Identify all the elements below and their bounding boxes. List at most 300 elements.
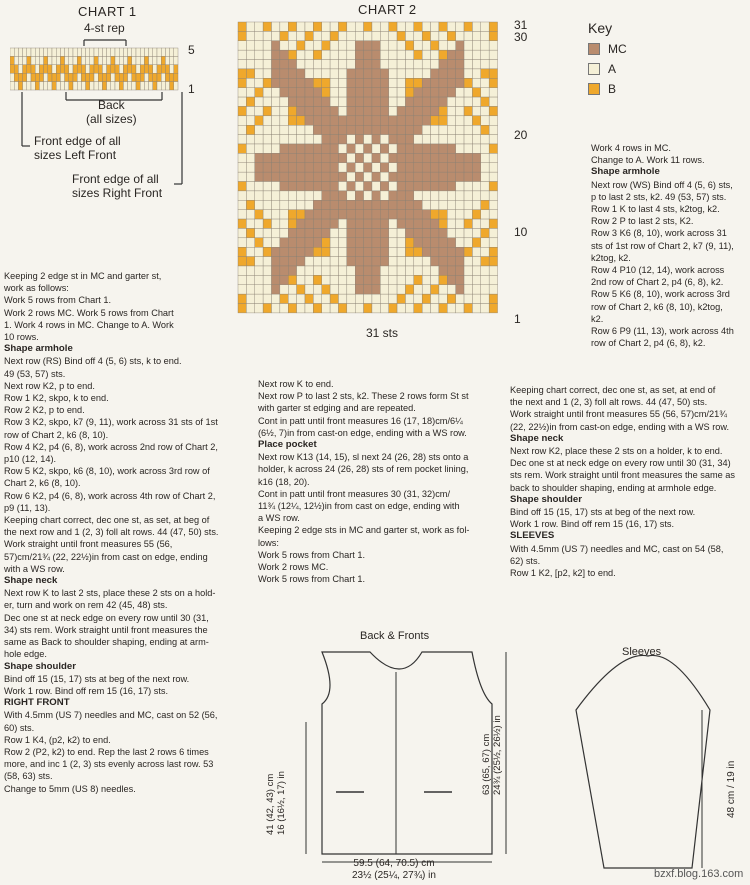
- key-item-mc: MC: [588, 42, 627, 56]
- chart2-cell: [422, 116, 430, 125]
- chart2-cell: [456, 153, 464, 162]
- chart2-cell: [322, 22, 330, 31]
- chart2-cell: [238, 219, 246, 228]
- chart2-cell: [288, 106, 296, 115]
- chart1-cell: [136, 82, 140, 90]
- chart2-cell: [380, 22, 388, 31]
- chart2-cell: [364, 285, 372, 294]
- left-intro-line: Work 2 rows MC. Work 5 rows from Chart: [4, 307, 174, 318]
- chart2-cell: [271, 275, 279, 284]
- chart2-cell: [405, 247, 413, 256]
- chart1-cell: [27, 48, 31, 56]
- chart2-cell: [330, 153, 338, 162]
- chart2-cell: [380, 247, 388, 256]
- chart1-cell: [39, 82, 43, 90]
- chart2-cell: [414, 172, 422, 181]
- chart2-cell: [405, 228, 413, 237]
- chart2-cell: [447, 266, 455, 275]
- chart2-cell: [405, 135, 413, 144]
- chart2-cell: [447, 210, 455, 219]
- chart2-cell: [380, 172, 388, 181]
- chart2-cell: [313, 69, 321, 78]
- chart2-cell: [280, 219, 288, 228]
- chart2-cell: [347, 31, 355, 40]
- chart2-cell: [322, 69, 330, 78]
- chart2-cell: [447, 200, 455, 209]
- chart1-cell: [23, 48, 27, 56]
- right-text-line: Change to A. Work 11 rows.: [591, 155, 705, 166]
- chart2-cell: [322, 135, 330, 144]
- chart2-cell: [489, 50, 497, 59]
- chart2-cell: [280, 304, 288, 313]
- chart1-cell: [144, 73, 148, 81]
- mid-pocket-line: Next row K13 (14, 15), sl next 24 (26, 28) sts onto a: [258, 452, 469, 463]
- chart2-cell: [372, 41, 380, 50]
- chart1-cell: [35, 56, 39, 64]
- chart2-cell: [481, 257, 489, 266]
- chart1-cell: [35, 73, 39, 81]
- right-armhole-line: Next row (WS) Bind off 4 (5, 6) sts,: [591, 179, 733, 190]
- chart2-cell: [338, 97, 346, 106]
- chart1-cell: [52, 73, 56, 81]
- chart1-cell: [81, 73, 85, 81]
- chart2-cell: [238, 210, 246, 219]
- right-sleeves-line: Row 1 K2, [p2, k2] to end.: [510, 568, 616, 579]
- chart2-cell: [355, 88, 363, 97]
- chart1-cell: [157, 65, 161, 73]
- chart2-cell: [456, 210, 464, 219]
- chart2-cell: [305, 78, 313, 87]
- chart1-cell: [153, 73, 157, 81]
- chart1-cell: [123, 82, 127, 90]
- chart2-cell: [271, 144, 279, 153]
- chart2-cell: [364, 88, 372, 97]
- chart2-cell: [347, 191, 355, 200]
- chart2-cell: [238, 144, 246, 153]
- chart2-cell: [305, 41, 313, 50]
- chart2-cell: [280, 135, 288, 144]
- chart2-cell: [330, 60, 338, 69]
- chart2-cell: [255, 285, 263, 294]
- chart2-cell: [481, 200, 489, 209]
- chart2-cell: [439, 210, 447, 219]
- chart2-cell: [246, 200, 254, 209]
- chart2-cell: [355, 219, 363, 228]
- chart2-cell: [246, 144, 254, 153]
- chart2-cell: [372, 304, 380, 313]
- chart2-cell: [472, 210, 480, 219]
- chart2-cell: [414, 304, 422, 313]
- left-intro-line: Work 5 rows from Chart 1.: [4, 295, 112, 306]
- chart2-cell: [338, 275, 346, 284]
- chart2-cell: [255, 50, 263, 59]
- chart2-cell: [238, 228, 246, 237]
- left-column-text: [4, 270, 252, 795]
- chart2-cell: [489, 294, 497, 303]
- chart2-cell: [380, 275, 388, 284]
- chart1-cell: [14, 65, 18, 73]
- chart2-cell: [330, 163, 338, 172]
- left-right-front-line: Row 2 (P2, k2) to end. Rep the last 2 rows 6 times: [4, 746, 209, 757]
- chart1-cell: [56, 48, 60, 56]
- chart2-cell: [414, 257, 422, 266]
- chart2-cell: [422, 182, 430, 191]
- chart2-cell: [481, 210, 489, 219]
- chart2-cell: [280, 116, 288, 125]
- left-intro-line: work as follows:: [4, 283, 69, 294]
- chart2-cell: [372, 144, 380, 153]
- left-neck-line: same as Back to shoulder shaping, ending at arm-: [4, 637, 209, 648]
- chart2-cell: [489, 247, 497, 256]
- chart2-cell: [338, 172, 346, 181]
- chart2-cell: [456, 78, 464, 87]
- chart2-cell: [405, 50, 413, 59]
- chart1-cell: [132, 73, 136, 81]
- mid-pocket-line: Cont in patt until front measures 30 (31, 32)cm/: [258, 488, 451, 499]
- chart2-cell: [364, 247, 372, 256]
- chart2-cell: [372, 116, 380, 125]
- chart1-cell: [98, 82, 102, 90]
- chart1-cell: [90, 65, 94, 73]
- chart2-cell: [288, 172, 296, 181]
- chart2-cell: [246, 88, 254, 97]
- chart2-cell: [489, 153, 497, 162]
- chart2-grid: [238, 22, 498, 313]
- left-armhole-line: Row 3 K2, skpo, k7 (9, 11), work across 31 sts of 1st: [4, 417, 218, 428]
- chart2-cell: [422, 285, 430, 294]
- chart2-cell: [347, 210, 355, 219]
- chart2-cell: [330, 304, 338, 313]
- chart2-cell: [481, 97, 489, 106]
- chart2-cell: [380, 69, 388, 78]
- chart1-cell: [18, 82, 22, 90]
- chart2-cell: [313, 294, 321, 303]
- chart2-cell: [305, 97, 313, 106]
- chart2-cell: [280, 153, 288, 162]
- chart2-cell: [338, 285, 346, 294]
- chart2-cell: [405, 210, 413, 219]
- chart2-cell: [372, 60, 380, 69]
- chart2-cell: [380, 50, 388, 59]
- chart1-cell: [107, 56, 111, 64]
- chart2-cell: [313, 88, 321, 97]
- chart1-cell: [90, 82, 94, 90]
- chart2-cell: [263, 97, 271, 106]
- chart2-cell: [447, 88, 455, 97]
- chart2-cell: [372, 228, 380, 237]
- mid-pocket-line: 11¾ (12¼, 12½)in from cast on edge, ending with: [258, 501, 460, 512]
- chart2-cell: [431, 163, 439, 172]
- chart2-cell: [447, 106, 455, 115]
- chart2-cell: [464, 219, 472, 228]
- chart2-cell: [405, 191, 413, 200]
- chart2-cell: [255, 60, 263, 69]
- chart2-cell: [355, 163, 363, 172]
- chart2-cell: [439, 275, 447, 284]
- chart2-cell: [330, 41, 338, 50]
- chart2-cell: [489, 116, 497, 125]
- right-armhole-line: Row 6 P9 (11, 13), work across 4th: [591, 326, 734, 337]
- chart2-cell: [447, 257, 455, 266]
- chart2-cell: [364, 294, 372, 303]
- left-armhole-line: p9 (11, 13).: [4, 502, 51, 513]
- chart1-cell: [174, 48, 178, 56]
- chart2-cell: [414, 219, 422, 228]
- chart2-cell: [288, 69, 296, 78]
- chart2-cell: [330, 69, 338, 78]
- chart2-cell: [405, 304, 413, 313]
- chart2-cell: [322, 200, 330, 209]
- chart2-cell: [305, 172, 313, 181]
- chart2-cell: [447, 247, 455, 256]
- chart1-cell: [27, 65, 31, 73]
- chart2-cell: [364, 257, 372, 266]
- chart1-cell: [119, 73, 123, 81]
- chart1-cell: [149, 56, 153, 64]
- chart2-cell: [297, 275, 305, 284]
- chart1-cell: [140, 48, 144, 56]
- chart2-cell: [322, 191, 330, 200]
- chart1-cell: [123, 73, 127, 81]
- chart2-cell: [246, 31, 254, 40]
- chart2-cell: [246, 60, 254, 69]
- chart2-cell: [355, 116, 363, 125]
- chart1-cell: [10, 48, 14, 56]
- chart2-cell: [322, 125, 330, 134]
- chart2-cell: [372, 275, 380, 284]
- chart2-cell: [456, 144, 464, 153]
- chart2-cell: [472, 172, 480, 181]
- chart2-cell: [305, 125, 313, 134]
- chart2-cell: [481, 50, 489, 59]
- chart2-cell: [464, 182, 472, 191]
- chart2-cell: [489, 257, 497, 266]
- chart1-cell: [153, 56, 157, 64]
- chart2-cell: [456, 69, 464, 78]
- chart2-cell: [389, 78, 397, 87]
- chart1-cell: [10, 65, 14, 73]
- chart2-cell: [414, 31, 422, 40]
- chart2-cell: [439, 69, 447, 78]
- chart2-cell: [313, 228, 321, 237]
- chart2-cell: [464, 285, 472, 294]
- chart2-cell: [263, 144, 271, 153]
- chart2-cell: [489, 144, 497, 153]
- chart2-cell: [338, 22, 346, 31]
- chart2-cell: [364, 304, 372, 313]
- chart2-cell: [355, 125, 363, 134]
- right-chart-line: the next and 1 (2, 3) foll alt rows. 44 (47, 50) sts.: [510, 397, 708, 408]
- chart2-cell: [355, 228, 363, 237]
- chart1-cell: [48, 82, 52, 90]
- chart2-cell: [414, 266, 422, 275]
- chart1-cell: [170, 56, 174, 64]
- chart2-cell: [447, 219, 455, 228]
- chart2-cell: [372, 125, 380, 134]
- chart2-cell: [481, 275, 489, 284]
- chart2-cell: [456, 97, 464, 106]
- chart2-cell: [297, 88, 305, 97]
- chart1-cell: [102, 48, 106, 56]
- chart2-cell: [347, 285, 355, 294]
- chart2-cell: [322, 172, 330, 181]
- chart1-cell: [31, 82, 35, 90]
- chart2-cell: [414, 116, 422, 125]
- chart2-cell: [288, 275, 296, 284]
- chart2-cell: [347, 97, 355, 106]
- chart2-cell: [271, 153, 279, 162]
- chart1-cell: [35, 82, 39, 90]
- chart2-cell: [238, 78, 246, 87]
- chart2-cell: [338, 125, 346, 134]
- chart2-cell: [338, 191, 346, 200]
- chart2-cell: [439, 153, 447, 162]
- chart2-cell: [271, 125, 279, 134]
- chart2-cell: [263, 257, 271, 266]
- chart2-cell: [389, 50, 397, 59]
- chart2-cell: [271, 304, 279, 313]
- chart1-cell: [165, 82, 169, 90]
- chart2-cell: [464, 106, 472, 115]
- chart1-cell: [48, 73, 52, 81]
- chart1-row-1: 1: [188, 82, 195, 96]
- chart2-cell: [297, 153, 305, 162]
- chart2-cell: [439, 116, 447, 125]
- chart2-cell: [389, 266, 397, 275]
- chart2-cell: [305, 200, 313, 209]
- chart2-cell: [288, 50, 296, 59]
- chart2-cell: [271, 69, 279, 78]
- chart2-cell: [322, 163, 330, 172]
- chart1-cell: [18, 48, 22, 56]
- chart2-cell: [481, 116, 489, 125]
- chart2-cell: [456, 172, 464, 181]
- chart2-cell: [397, 153, 405, 162]
- chart2-cell: [439, 60, 447, 69]
- chart2-cell: [422, 257, 430, 266]
- chart2-cell: [305, 153, 313, 162]
- chart1-cell: [73, 73, 77, 81]
- chart2-cell: [355, 294, 363, 303]
- chart2-cell: [380, 238, 388, 247]
- a-swatch: [588, 63, 600, 75]
- chart1-cell: [60, 56, 64, 64]
- chart2-cell: [313, 257, 321, 266]
- chart2-cell: [255, 22, 263, 31]
- chart2-cell: [313, 304, 321, 313]
- chart1-cell: [65, 73, 69, 81]
- chart1-cell: [115, 48, 119, 56]
- chart2-cell: [288, 153, 296, 162]
- heading-place-pocket: Place pocket: [258, 439, 317, 451]
- chart2-cell: [489, 304, 497, 313]
- chart1-cell: [111, 73, 115, 81]
- chart2-cell: [489, 172, 497, 181]
- chart2-cell: [372, 247, 380, 256]
- left-neck-line: er, turn and work on rem 42 (45, 48) sts.: [4, 600, 168, 611]
- chart2-cell: [330, 191, 338, 200]
- chart2-cell: [305, 31, 313, 40]
- chart1-cell: [73, 48, 77, 56]
- chart2-cell: [489, 31, 497, 40]
- heading-shape-shoulder-right: Shape shoulder: [510, 493, 582, 505]
- chart2-cell: [280, 247, 288, 256]
- chart2-cell: [322, 116, 330, 125]
- chart1-rep-label: 4-st rep: [84, 21, 125, 35]
- chart1-cell: [39, 48, 43, 56]
- chart1-cell: [73, 82, 77, 90]
- chart2-cell: [271, 50, 279, 59]
- chart2-cell: [280, 50, 288, 59]
- chart2-cell: [456, 200, 464, 209]
- chart1-cell: [18, 65, 22, 73]
- chart2-cell: [380, 135, 388, 144]
- chart2-cell: [405, 294, 413, 303]
- chart2-cell: [405, 116, 413, 125]
- chart2-cell: [246, 78, 254, 87]
- chart2-cell: [263, 135, 271, 144]
- chart2-cell: [422, 266, 430, 275]
- chart1-cell: [18, 73, 22, 81]
- chart2-cell: [305, 60, 313, 69]
- chart2-cell: [297, 69, 305, 78]
- chart2-cell: [422, 106, 430, 115]
- chart1-cell: [52, 56, 56, 64]
- chart2-cell: [414, 78, 422, 87]
- chart2-cell: [439, 50, 447, 59]
- chart1-cell: [31, 56, 35, 64]
- chart1-cell: [149, 82, 153, 90]
- chart2-cell: [447, 238, 455, 247]
- chart2-cell: [313, 50, 321, 59]
- chart2-cell: [280, 97, 288, 106]
- chart2-cell: [464, 294, 472, 303]
- key-item-a: A: [588, 62, 627, 76]
- chart2-cell: [439, 294, 447, 303]
- chart1-cell: [31, 48, 35, 56]
- chart2-cell: [439, 41, 447, 50]
- chart1-cell: [132, 65, 136, 73]
- chart2-cell: [414, 210, 422, 219]
- chart2-cell: [464, 60, 472, 69]
- chart2-cell: [280, 60, 288, 69]
- chart2-cell: [338, 106, 346, 115]
- chart2-cell: [280, 69, 288, 78]
- chart2-cell: [439, 125, 447, 134]
- chart1-cell: [170, 73, 174, 81]
- chart2-cell: [355, 106, 363, 115]
- chart2-cell: [271, 97, 279, 106]
- chart2-cell: [431, 172, 439, 181]
- chart2-cell: [464, 247, 472, 256]
- chart2-cell: [489, 275, 497, 284]
- chart2-cell: [456, 257, 464, 266]
- chart2-cell: [280, 285, 288, 294]
- chart2-cell: [422, 22, 430, 31]
- chart2-cell: [313, 31, 321, 40]
- chart1-cell: [161, 73, 165, 81]
- chart2-cell: [447, 182, 455, 191]
- chart2-cell: [271, 219, 279, 228]
- chart1-cell: [132, 48, 136, 56]
- chart2-cell: [263, 60, 271, 69]
- chart2-cell: [288, 41, 296, 50]
- right-armhole-line: row of Chart 2, k6 (8, 10), k2tog,: [591, 301, 723, 312]
- chart2-cell: [439, 228, 447, 237]
- chart2-cell: [238, 163, 246, 172]
- chart2-cell: [389, 275, 397, 284]
- chart2-cell: [297, 238, 305, 247]
